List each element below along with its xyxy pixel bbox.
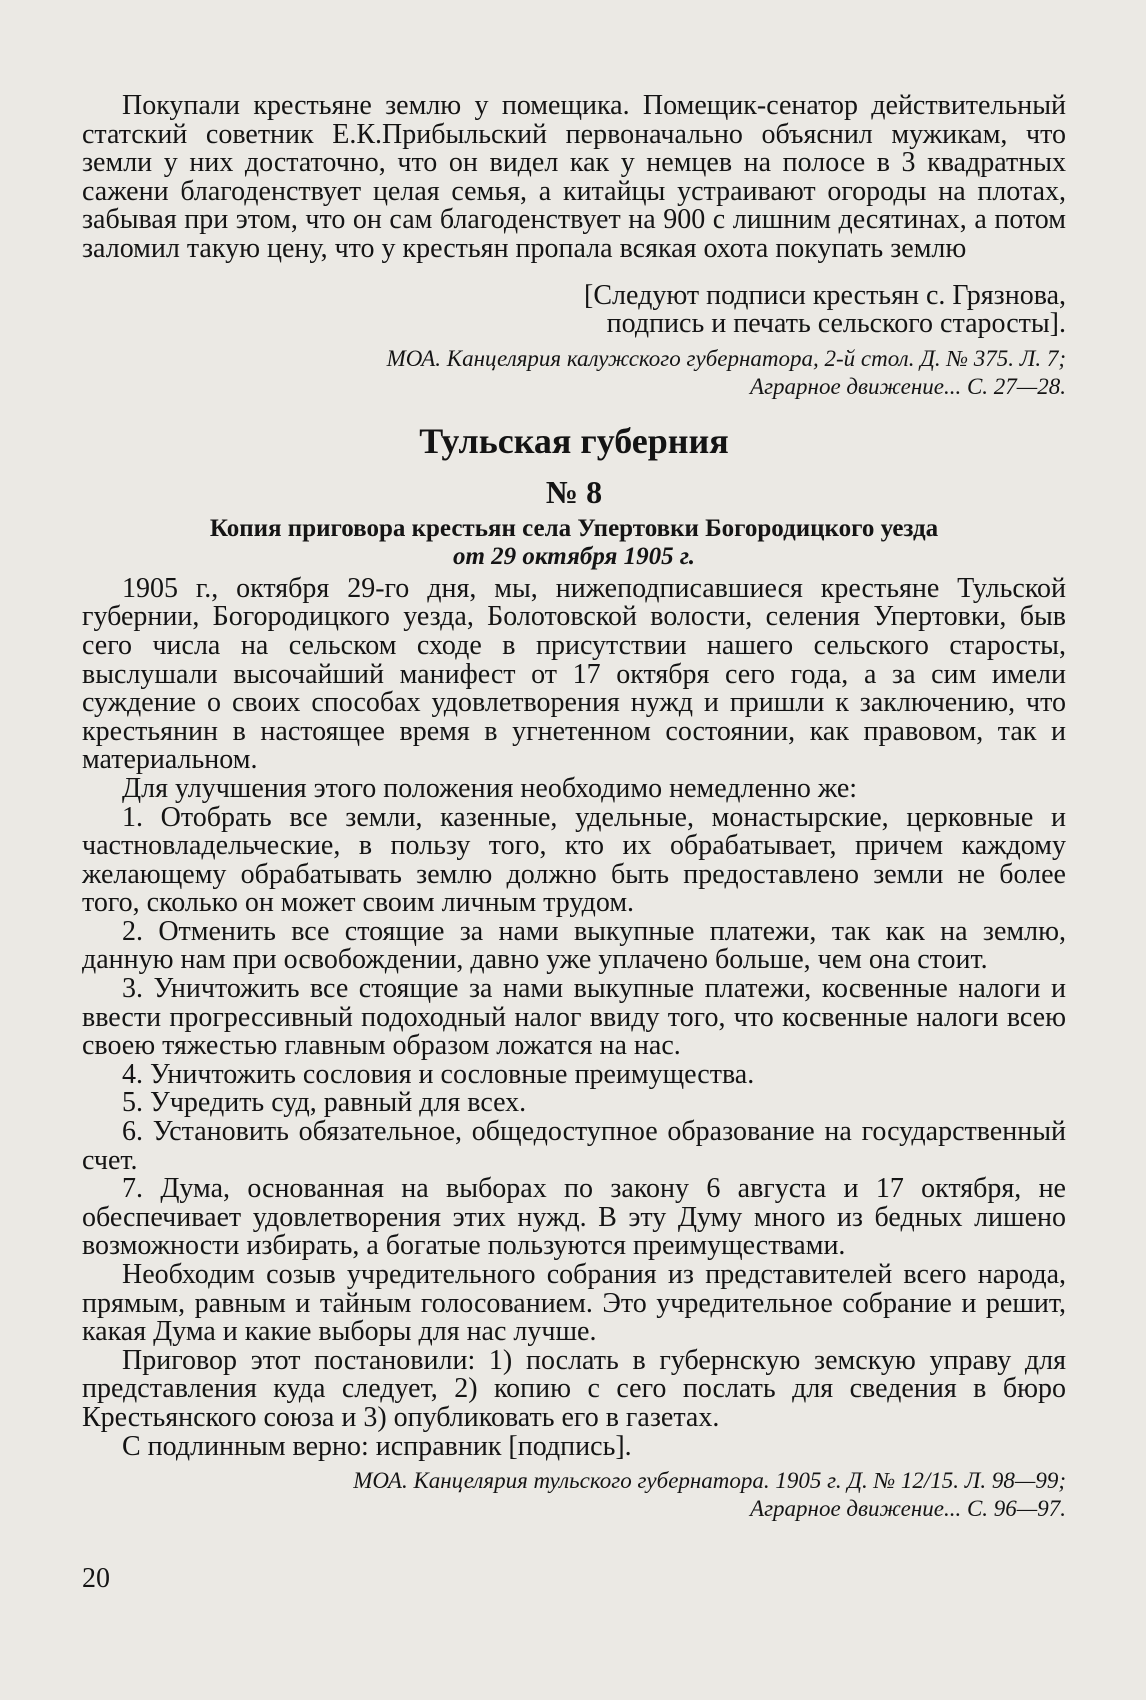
list-item: 5. Учредить суд, равный для всех. [122,1087,527,1119]
document-source-line-1: МОА. Канцелярия тульского губернатора. 1905 г. Д. № 12/15. Л. 98—99; [353,1468,1066,1494]
body-paragraph: Приговор этот постановили: 1) послать в губернскую земскую управу для представления куда следует, 2) копию с сего послать для сведения в бюро Крестьянского союза и 3) опубликовать его в газетах. [82,1344,1066,1433]
body-paragraph: 1905 г., октября 29-го дня, мы, нижеподписавшиеся крестьяне Тульской губернии, Богородицкого уезда, Болотовской волости, селения Упертовки, быв сего числа на сельском сходе в присутствии нашего сельского старосты, выслушали высочайший манифест от 17 октября сего года, а за сим имели суждение о своих способах удовлетворения нужд и пришли к заключению, что крестьянин в настоящее время в угнетенном состоянии, как правовом, так и материальном. [82,572,1066,776]
top-paragraph: Покупали крестьяне землю у помещика. Помещик-сенатор действительный статский советник Е.К.Прибыльский первоначально объяснил мужикам, что земли у них достаточно, что он видел как у немцев на полосе в 3 квадратных сажени благоденствует целая семья, а китайцы устраивают огороды на плотах, забывая при этом, что он сам благоденствует на 900 с лишним десятинах, а потом заломил такую цену, что у крестьян пропала всякая охота покупать землю [82,90,1066,264]
body-paragraph: Необходим созыв учредительного собрания из представителей всего народа, прямым, равным и тайным голосованием. Это учредительное собрание и решит, какая Дума и какие выборы для нас лучше. [82,1259,1066,1348]
document-page [82,92,1066,1523]
certification-line: С подлинным верно: исправник [подпись]. [122,1430,632,1462]
document-date: от 29 октября 1905 г. [452,542,696,570]
document-source-line-2: Аграрное движение... С. 96—97. [750,1496,1066,1522]
page-number: 20 [82,1563,110,1594]
list-item: 6. Установить обязательное, общедоступное образование на государственный счет. [82,1116,1066,1176]
list-item: 7. Дума, основанная на выборах по закону 6 августа и 17 октября, не обеспечивает удовлетворения этих нужд. В эту Думу много из бедных лишено возможности избирать, а богатые пользуются преимуществами. [82,1173,1066,1262]
list-item: 2. Отменить все стоящие за нами выкупные платежи, так как на землю, данную нам при освобождении, давно уже уплачено больше, чем она стоит. [82,915,1066,976]
list-item: 1. Отобрать все земли, казенные, удельные, монастырские, церковные и частновладельческие, в пользу того, кто их обрабатывает, причем каждому желающему обрабатывать землю должно быть предоставлено земли не более того, сколько он может своим личным трудом. [82,801,1066,919]
list-item: 3. Уничтожить все стоящие за нами выкупные платежи, косвенные налоги и ввести прогрессивный подоходный налог ввиду того, что косвенные налоги всею своею тяжестью главным образом ложатся на нас. [82,973,1066,1062]
document-number: № 8 [545,473,603,510]
top-source-line-2: Аграрное движение... С. 27—28. [750,373,1066,399]
top-source-line-1: МОА. Канцелярия калужского губернатора, 2-й стол. Д. № 375. Л. 7; [386,345,1066,371]
body-paragraph: Для улучшения этого положения необходимо немедленно же: [122,772,858,804]
list-item: 4. Уничтожить сословия и сословные преимущества. [122,1058,755,1090]
signatures-line-2: подпись и печать сельского старосты]. [606,308,1066,340]
signatures-line-1: [Следуют подписи крестьян с. Грязнова, [584,279,1066,311]
document-title: Копия приговора крестьян села Упертовки Богородицкого уезда [209,514,939,542]
region-heading: Тульская губерния [419,420,729,461]
